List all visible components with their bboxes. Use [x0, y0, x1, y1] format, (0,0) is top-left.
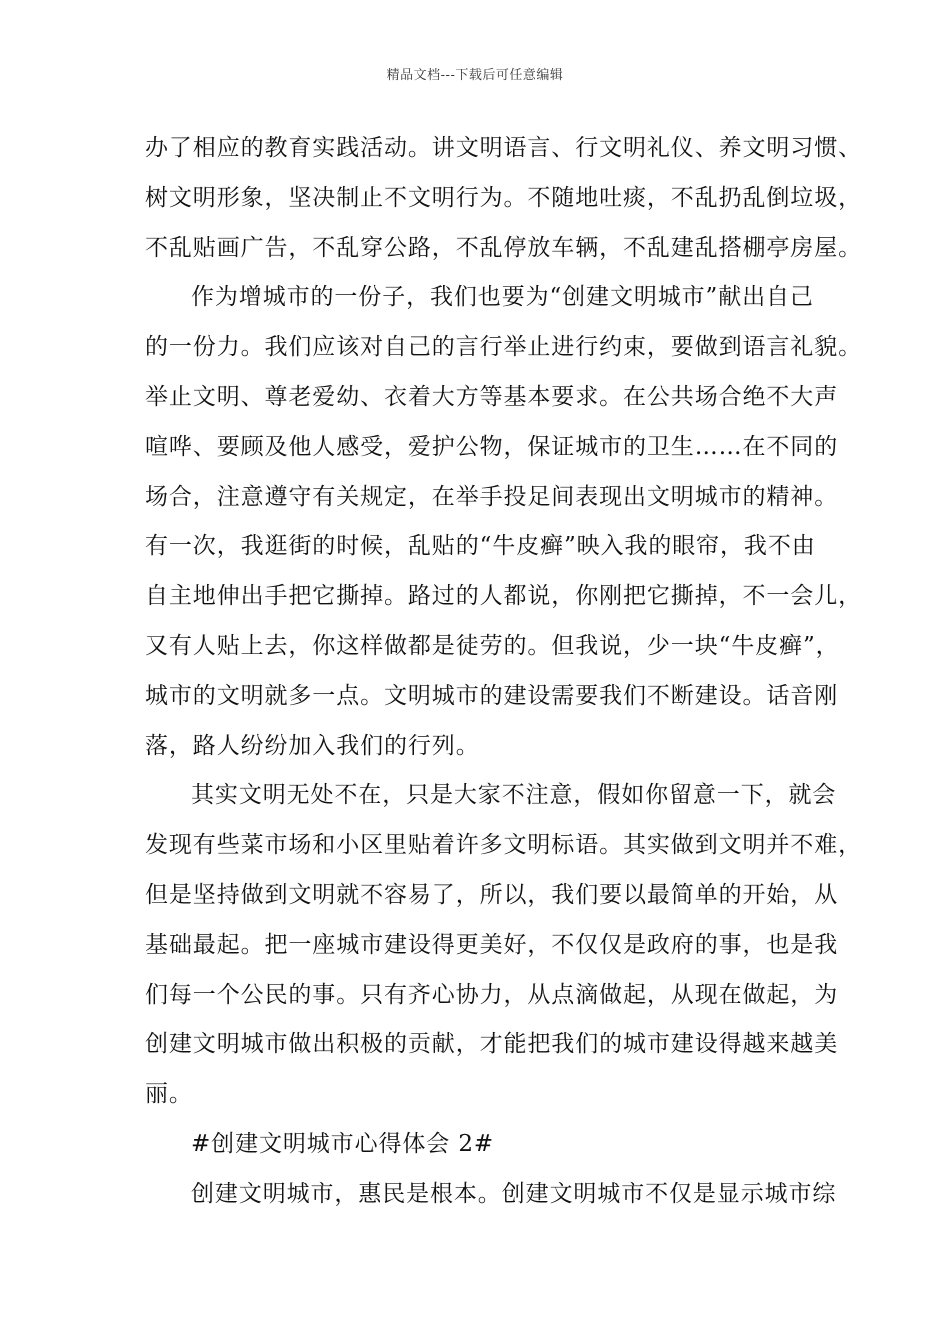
page-header: 精品文档---下载后可任意编辑 [386, 68, 564, 83]
text-line: 创建文明城市做出积极的贡献，才能把我们的城市建设得越来越美 [145, 1031, 839, 1058]
text-line: 自主地伸出手把它撕掉。路过的人都说，你刚把它撕掉，不一会儿， [145, 583, 862, 610]
text-line: 树文明形象，坚决制止不文明行为。不随地吐痰，不乱扔乱倒垃圾， [145, 184, 862, 211]
text-line: 落，路人纷纷加入我们的行列。 [145, 732, 480, 759]
text-line: 办了相应的教育实践活动。讲文明语言、行文明礼仪、养文明习惯、 [145, 135, 862, 161]
text-line: 不乱贴画广告，不乱穿公路，不乱停放车辆，不乱建乱搭棚亭房屋。 [145, 234, 862, 261]
text-line: 丽。 [145, 1081, 193, 1108]
document-body [145, 124, 862, 1220]
text-line: 发现有些菜市场和小区里贴着许多文明标语。其实做到文明并不难， [145, 832, 862, 859]
text-line: 但是坚持做到文明就不容易了，所以，我们要以最简单的开始，从 [145, 881, 839, 908]
paragraph-start-line: 作为增城市的一份子，我们也要为“创建文明城市”献出自己 [191, 284, 814, 311]
text-line: 喧哗、要顾及他人感受，爱护公物，保证城市的卫生……在不同的 [145, 433, 839, 460]
text-line: 又有人贴上去，你这样做都是徒劳的。但我说，少一块“牛皮癣”， [145, 632, 840, 659]
text-line: 基础最起。把一座城市建设得更美好，不仅仅是政府的事，也是我 [145, 931, 839, 958]
paragraph-start-line: 其实文明无处不在，只是大家不注意，假如你留意一下，就会 [191, 782, 837, 809]
text-line: 们每一个公民的事。只有齐心协力，从点滴做起，从现在做起，为 [145, 981, 839, 1008]
text-line: 举止文明、尊老爱幼、衣着大方等基本要求。在公共场合绝不大声 [145, 383, 839, 410]
paragraph-start-line: 创建文明城市，惠民是根本。创建文明城市不仅是显示城市综 [191, 1180, 837, 1207]
text-line: 有一次，我逛街的时候，乱贴的“牛皮癣”映入我的眼帘，我不由 [145, 533, 816, 560]
text-line: 场合，注意遵守有关规定，在举手投足间表现出文明城市的精神。 [145, 483, 839, 510]
text-line: 城市的文明就多一点。文明城市的建设需要我们不断建设。话音刚 [145, 682, 839, 709]
text-line: 的一份力。我们应该对自己的言行举止进行约束，要做到语言礼貌。 [145, 334, 862, 361]
section-heading: #创建文明城市心得体会 2# [191, 1130, 495, 1157]
